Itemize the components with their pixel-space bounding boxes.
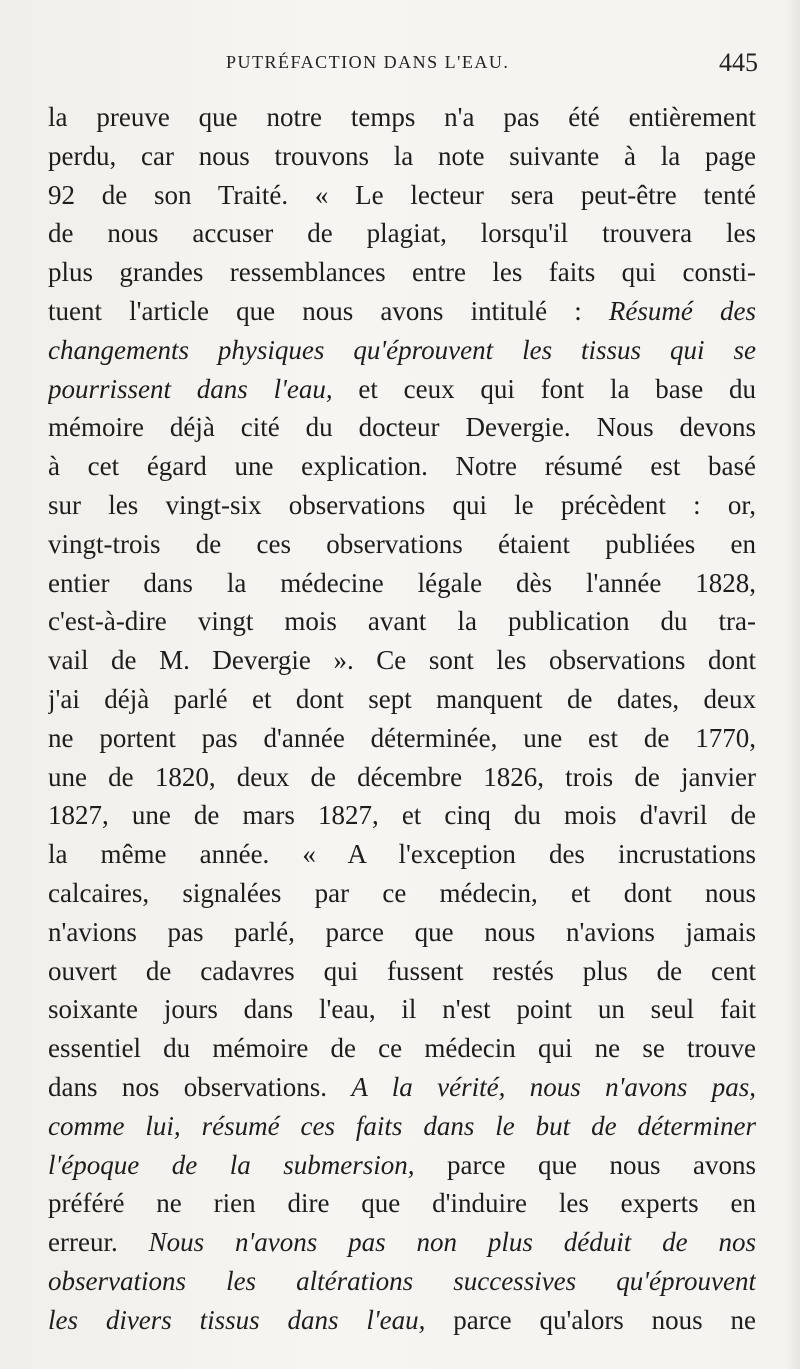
roman-text: 92 de son Traité. « Le lecteur sera peut-être tenté	[48, 179, 756, 210]
text-line	[48, 719, 756, 758]
roman-text: soixante jours dans l'eau, il n'est point un seul fait	[48, 994, 756, 1025]
italic-text: pourrissent dans l'eau,	[48, 373, 333, 404]
text-line	[48, 564, 756, 603]
page-number: 445	[719, 48, 758, 77]
roman-text: mémoire déjà cité du docteur Devergie. Nous devons	[48, 412, 756, 443]
body-text	[48, 98, 756, 1340]
roman-text: vail de M. Devergie ». Ce sont les observations dont	[48, 645, 756, 676]
roman-text: entier dans la médecine légale dès l'année 1828,	[48, 567, 756, 598]
roman-text: la preuve que notre temps n'a pas été entièrement	[48, 102, 756, 132]
italic-text: changements physiques qu'éprouvent les tissus qui se	[48, 334, 756, 365]
text-line	[48, 214, 756, 253]
roman-text: 1827, une de mars 1827, et cinq du mois d'avril de	[48, 800, 756, 831]
roman-text: ne portent pas d'année déterminée, une est de 1770,	[48, 722, 756, 753]
text-line	[48, 1262, 756, 1301]
roman-text: parce qu'alors nous ne	[425, 1304, 756, 1335]
text-line	[48, 1146, 756, 1185]
text-line	[48, 525, 756, 564]
text-line	[48, 98, 756, 137]
text-line	[48, 1184, 756, 1223]
roman-text: j'ai déjà parlé et dont sept manquent de dates, deux	[48, 683, 756, 714]
text-line	[48, 874, 756, 913]
italic-text: A la vérité, nous n'avons pas,	[351, 1071, 756, 1102]
text-line	[48, 796, 756, 835]
roman-text: et ceux qui font la base du	[332, 373, 756, 404]
roman-text: calcaires, signalées par ce médecin, et dont nous	[48, 877, 756, 908]
roman-text: tuent l'article que nous avons intitulé :	[48, 295, 609, 326]
roman-text: préféré ne rien dire que d'induire les experts en	[48, 1188, 756, 1219]
text-line	[48, 1068, 756, 1107]
text-line	[48, 292, 756, 331]
italic-text: l'époque de la submersion,	[48, 1149, 415, 1180]
roman-text: à cet égard une explication. Notre résumé est basé	[48, 451, 756, 482]
text-line	[48, 990, 756, 1029]
text-line	[48, 680, 756, 719]
text-line	[48, 1029, 756, 1068]
page-header	[48, 48, 758, 88]
roman-text: essentiel du mémoire de ce médecin qui ne se trouve	[48, 1033, 756, 1064]
text-line	[48, 1107, 756, 1146]
text-line	[48, 835, 756, 874]
italic-text: les divers tissus dans l'eau,	[48, 1304, 426, 1335]
text-line	[48, 253, 756, 292]
italic-text: Nous n'avons pas non plus déduit de nos	[148, 1227, 756, 1258]
text-line	[48, 408, 756, 447]
text-line	[48, 602, 756, 641]
text-line	[48, 447, 756, 486]
roman-text: une de 1820, deux de décembre 1826, trois de janvier	[48, 761, 756, 792]
text-line	[48, 952, 756, 991]
italic-text: comme lui, résumé ces faits dans le but de déterminer	[48, 1110, 756, 1141]
italic-text: Résumé des	[608, 295, 756, 326]
roman-text: erreur.	[48, 1227, 149, 1258]
roman-text: vingt-trois de ces observations étaient publiées en	[48, 528, 756, 559]
text-line	[48, 641, 756, 680]
roman-text: n'avions pas parlé, parce que nous n'avions jamais	[48, 916, 756, 947]
text-line	[48, 758, 756, 797]
text-line	[48, 486, 756, 525]
roman-text: plus grandes ressemblances entre les faits qui consti-	[48, 257, 756, 288]
text-line	[48, 1301, 756, 1340]
roman-text: ouvert de cadavres qui fussent restés plus de cent	[48, 955, 756, 986]
roman-text: la même année. « A l'exception des incrustations	[48, 839, 756, 870]
italic-text: observations les altérations successives qu'éprouvent	[48, 1265, 756, 1296]
roman-text: sur les vingt-six observations qui le précèdent : or,	[48, 489, 756, 520]
text-line	[48, 176, 756, 215]
roman-text: c'est-à-dire vingt mois avant la publication du tra-	[48, 606, 756, 637]
roman-text: parce que nous avons	[414, 1149, 756, 1180]
running-head: PUTRÉFACTION DANS L'EAU.	[226, 52, 510, 72]
text-line	[48, 370, 756, 409]
roman-text: perdu, car nous trouvons la note suivante à la page	[48, 140, 756, 171]
text-line	[48, 137, 756, 176]
text-line	[48, 1223, 756, 1262]
text-line	[48, 913, 756, 952]
roman-text: de nous accuser de plagiat, lorsqu'il trouvera les	[48, 218, 756, 249]
roman-text: dans nos observations.	[48, 1071, 352, 1102]
text-line	[48, 331, 756, 370]
page-edge-shadow	[786, 0, 800, 1369]
